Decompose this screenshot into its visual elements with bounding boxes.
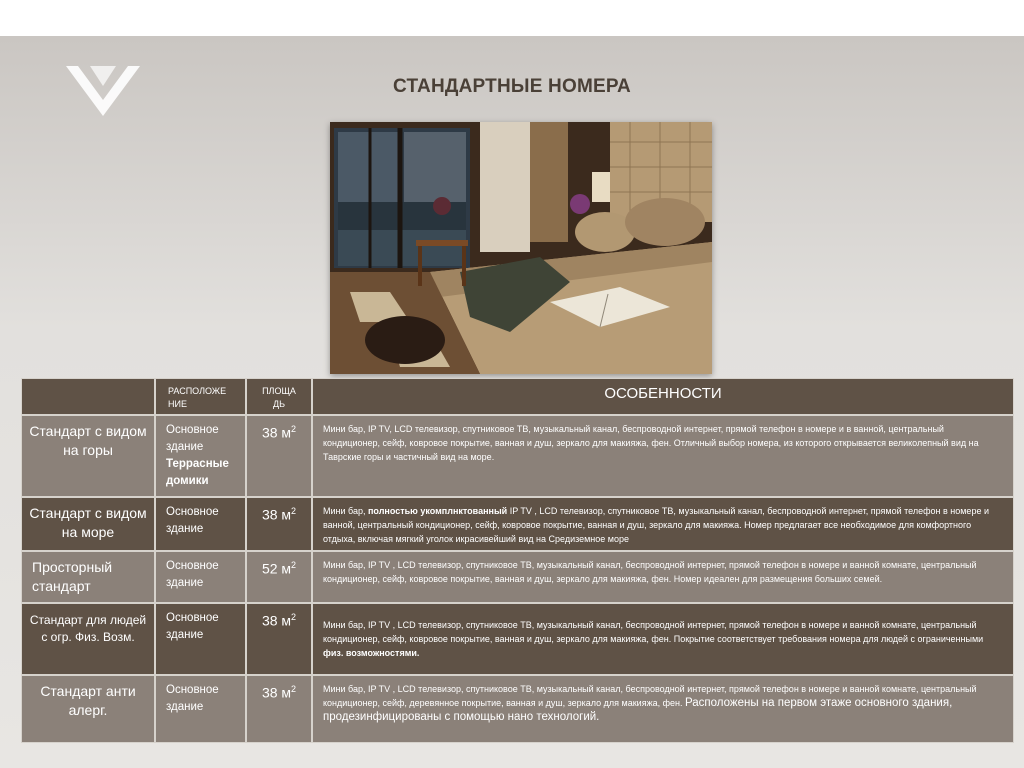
row-features-spacious: Мини бар, IP TV , LCD телевизор, спутниковое ТВ, музыкальный канал, беспроводной интернет, прямой телефон в номере и ванной комнате, центральный кондиционер, сейф, ковровое покрытие, ванная и душ, зеркало для макияжа, фен. Номер идеален для размещения больших семей. [312,551,1014,603]
row-name-anti-allergic: Стандарт анти алерг. [21,675,155,743]
area-unit-sup: 2 [291,560,297,570]
features-text: Мини бар, IP TV , LCD телевизор, спутниковое ТВ, музыкальный канал, беспроводной интернет, прямой телефон в номере и ванной комнате, центральный кондиционер, сейф, деревянное покрытие, ванная и душ, зеркало для макияжа, фен. [323,684,977,708]
row-location-accessible: Основное здание [155,603,246,675]
features-bold-text: физ. возможностями. [323,648,420,658]
row-location-anti-allergic: Основное здание [155,675,246,743]
row-features-anti-allergic [312,675,1014,743]
row-location-mountain-view [155,415,246,497]
row-location-sea-view: Основное здание [155,497,246,551]
area-unit-sup: 2 [291,506,297,516]
header-features: ОСОБЕННОСТИ [312,378,1014,415]
room-photo [330,122,712,374]
header-empty-cell [21,378,155,415]
area-value: 38 м [261,684,292,701]
location-extra-text: Террасные домики [166,458,229,487]
row-features-mountain-view: Мини бар, IP TV, LCD телевизор, спутниковое ТВ, музыкальный канал, беспроводной интернет, прямой телефон в номере и в ванной, центральный кондиционер, сейф, ковровое покрытие, ванная и душ, зеркало для макияжа, фен. Отличный выбор номера, из которого открывается великолепный вид на Таврские горы и частичный вид на море. [312,415,1014,497]
features-bold-text: полностью укомплнктованный [367,506,508,516]
row-name-spacious: Просторный стандарт [21,551,155,603]
row-name-sea-view: Стандарт с видом на море [21,497,155,551]
page-title: СТАНДАРТНЫЕ НОМЕРА [393,76,631,97]
row-area-anti-allergic [246,675,312,743]
row-area-spacious [246,551,312,603]
header-location: РАСПОЛОЖЕ НИЕ [155,378,246,415]
features-text: Мини бар, IP TV , LCD телевизор, спутниковое ТВ, музыкальный канал, беспроводной интернет, прямой телефон в номере и ванной комнате, центральный кондиционер, сейф, ковровое покрытие, ванная и душ, зеркало для макияжа, фен. Покрытие соответствует требования номера для людей с ограниченными [323,620,984,644]
area-unit-sup: 2 [291,612,297,622]
area-unit-sup: 2 [291,424,297,434]
header-area: ПЛОЩА ДЬ [246,378,312,415]
row-location-spacious: Основное здание [155,551,246,603]
row-name-accessible: Стандарт для людей с огр. Физ. Возм. [21,603,155,675]
row-features-accessible [312,603,1014,675]
features-text-rest: IP TV , LCD телевизор, спутниковое ТВ, музыкальный канал, беспроводной интернет, прямой телефон в номере и ванной, центральный кондиционер, сейф, ковровое покрытие, ванная и душ, зеркало для макияжа. Номер предлагает все необходимое для комфортного отдыха, включая мягкий уголок икрасивейший вид на Средиземное море [323,506,989,544]
location-text: Основное здание [166,424,219,453]
area-value: 52 м [261,560,292,577]
row-area-accessible [246,603,312,675]
area-unit-sup: 2 [291,684,297,694]
features-text: Мини бар, [323,506,368,516]
row-name-mountain-view: Стандарт с видом на горы [21,415,155,497]
area-value: 38 м [261,506,292,523]
row-area-sea-view [246,497,312,551]
row-features-sea-view [312,497,1014,551]
features-highlight-text: Расположены на первом этаже основного здания, продезинфицированы с помощью нано технологий. [323,697,953,723]
area-value: 38 м [261,612,292,629]
area-value: 38 м [261,424,292,441]
row-area-mountain-view [246,415,312,497]
